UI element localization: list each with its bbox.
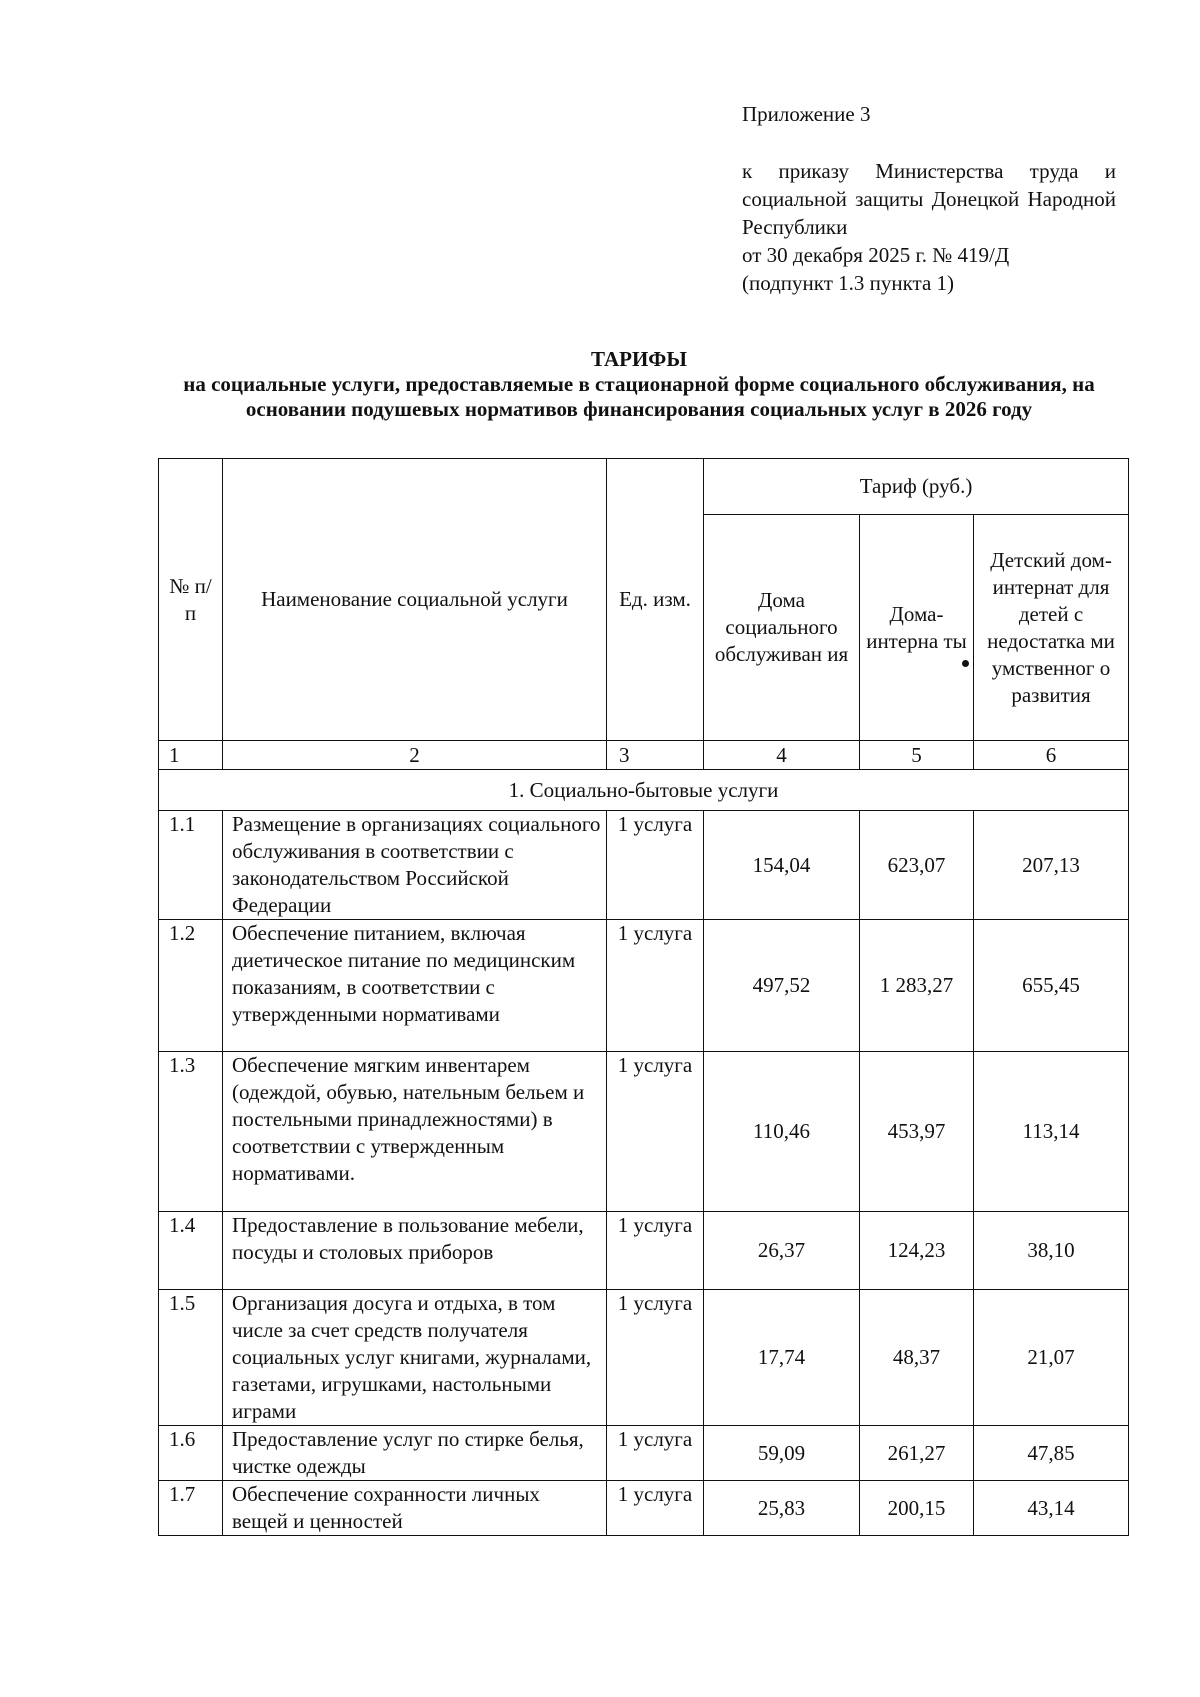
row-service-name: Обеспечение мягким инвентарем (одеждой, обувью, нательным бельем и постельными принадлежностями) в соответствии с утвержденным нормативами. [223, 1052, 607, 1212]
row-unit: 1 услуга [607, 920, 704, 1052]
section-row [159, 770, 1129, 811]
table-row [159, 1212, 1129, 1290]
row-unit: 1 услуга [607, 1290, 704, 1426]
column-number: 2 [223, 741, 607, 770]
row-index: 1.5 [159, 1290, 223, 1426]
row-tariff-social-homes: 25,83 [704, 1481, 860, 1536]
bullet-mark-icon [962, 660, 969, 667]
row-unit: 1 услуга [607, 1212, 704, 1290]
row-tariff-boarding-homes: 261,27 [860, 1426, 974, 1481]
row-tariff-children-home: 207,13 [974, 811, 1129, 920]
row-service-name: Предоставление в пользование мебели, посуды и столовых приборов [223, 1212, 607, 1290]
row-tariff-social-homes: 26,37 [704, 1212, 860, 1290]
row-tariff-boarding-homes: 124,23 [860, 1212, 974, 1290]
row-unit: 1 услуга [607, 1426, 704, 1481]
row-index: 1.1 [159, 811, 223, 920]
document-heading [150, 347, 1128, 422]
row-service-name: Организация досуга и отдыха, в том числе за счет средств получателя социальных услуг книгами, журналами, газетами, игрушками, настольными играми [223, 1290, 607, 1426]
row-tariff-boarding-homes: 200,15 [860, 1481, 974, 1536]
header-social-homes: Дома социального обслуживан ия [704, 515, 860, 741]
row-index: 1.7 [159, 1481, 223, 1536]
header-service-name: Наименование социальной услуги [223, 459, 607, 741]
table-row [159, 1290, 1129, 1426]
row-tariff-boarding-homes: 453,97 [860, 1052, 974, 1212]
row-tariff-children-home: 38,10 [974, 1212, 1129, 1290]
appendix-basis-date: от 30 декабря 2025 г. № 419/Д [742, 243, 1010, 267]
row-tariff-social-homes: 497,52 [704, 920, 860, 1052]
row-tariff-children-home: 655,45 [974, 920, 1129, 1052]
row-tariff-boarding-homes: 1 283,27 [860, 920, 974, 1052]
header-unit: Ед. изм. [607, 459, 704, 741]
appendix-title: Приложение 3 [742, 102, 871, 126]
header-boarding-homes-label: Дома-интерна ты [866, 601, 967, 653]
row-tariff-social-homes: 110,46 [704, 1052, 860, 1212]
row-index: 1.4 [159, 1212, 223, 1290]
table-row [159, 1481, 1129, 1536]
column-number: 5 [860, 741, 974, 770]
document-subtitle: на социальные услуги, предоставляемые в стационарной форме социального обслуживания, на основании подушевых нормативов финансирования социальных услуг в 2026 году [183, 372, 1095, 421]
column-number: 1 [159, 741, 223, 770]
row-tariff-children-home: 43,14 [974, 1481, 1129, 1536]
row-service-name: Предоставление услуг по стирке белья, чистке одежды [223, 1426, 607, 1481]
header-children-home: Детский дом-интернат для детей с недостатка ми умственног о развития [974, 515, 1129, 741]
table-row [159, 1426, 1129, 1481]
row-tariff-social-homes: 154,04 [704, 811, 860, 920]
table-row [159, 920, 1129, 1052]
table-row [159, 1052, 1129, 1212]
row-tariff-social-homes: 17,74 [704, 1290, 860, 1426]
tariffs-table [158, 458, 1129, 1536]
row-index: 1.6 [159, 1426, 223, 1481]
document-title: ТАРИФЫ [591, 347, 687, 371]
row-service-name: Размещение в организациях социального обслуживания в соответствии с законодательством Российской Федерации [223, 811, 607, 920]
header-tariff: Тариф (руб.) [704, 459, 1129, 515]
column-number: 6 [974, 741, 1129, 770]
row-index: 1.2 [159, 920, 223, 1052]
row-tariff-boarding-homes: 48,37 [860, 1290, 974, 1426]
appendix-basis-order: к приказу Министерства труда и социальной защиты Донецкой Народной Республики [742, 159, 1116, 239]
appendix-block [742, 100, 1116, 297]
row-tariff-social-homes: 59,09 [704, 1426, 860, 1481]
column-number: 4 [704, 741, 860, 770]
row-service-name: Обеспечение питанием, включая диетическое питание по медицинским показаниям, в соответствии с утвержденными нормативами [223, 920, 607, 1052]
row-unit: 1 услуга [607, 811, 704, 920]
column-number: 3 [607, 741, 704, 770]
appendix-basis-clause: (подпункт 1.3 пункта 1) [742, 271, 955, 295]
row-index: 1.3 [159, 1052, 223, 1212]
column-number-row [159, 741, 1129, 770]
header-number: № п/п [159, 459, 223, 741]
row-unit: 1 услуга [607, 1481, 704, 1536]
row-unit: 1 услуга [607, 1052, 704, 1212]
header-boarding-homes [860, 515, 974, 741]
row-tariff-children-home: 47,85 [974, 1426, 1129, 1481]
section-title: 1. Социально-бытовые услуги [159, 770, 1129, 811]
row-tariff-children-home: 113,14 [974, 1052, 1129, 1212]
row-service-name: Обеспечение сохранности личных вещей и ценностей [223, 1481, 607, 1536]
row-tariff-boarding-homes: 623,07 [860, 811, 974, 920]
table-row [159, 811, 1129, 920]
row-tariff-children-home: 21,07 [974, 1290, 1129, 1426]
